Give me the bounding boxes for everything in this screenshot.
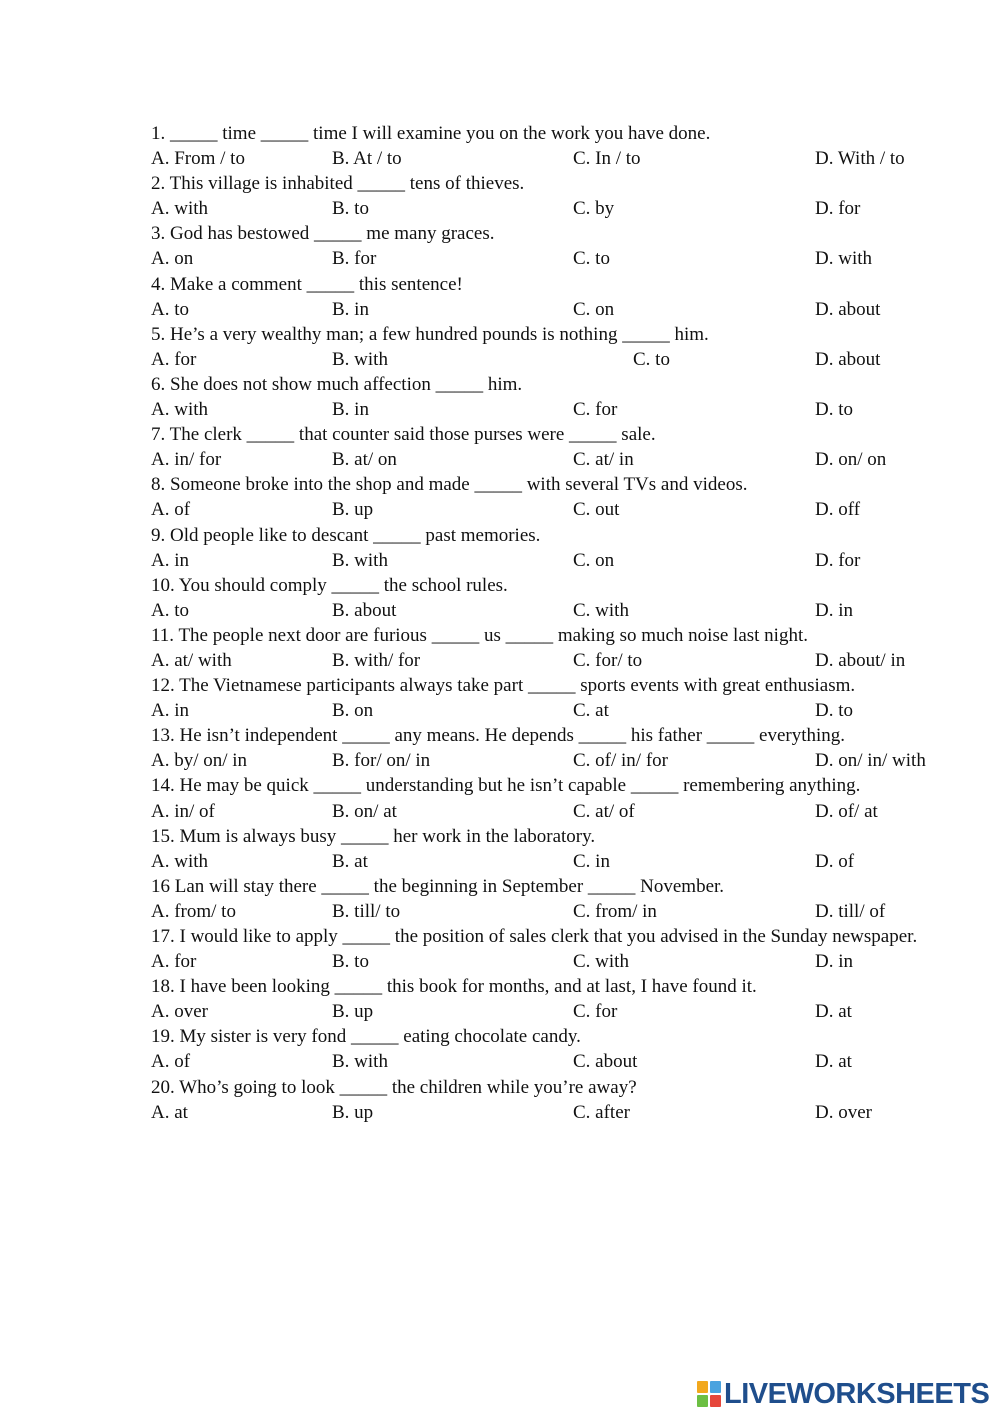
option-a[interactable]: A. of [151, 1051, 191, 1073]
question-9-options [151, 548, 981, 573]
question-15-options [151, 849, 981, 874]
question-16-options [151, 899, 981, 924]
option-b[interactable]: B. for [332, 248, 377, 270]
option-d[interactable]: D. of [815, 850, 855, 872]
question-19-stem: 19. My sister is very fond _____ eating chocolate candy. [151, 1026, 581, 1048]
option-b[interactable]: B. for/ on/ in [332, 750, 431, 772]
question-17-options [151, 949, 981, 974]
option-b[interactable]: B. with/ for [332, 649, 421, 671]
option-c[interactable]: C. out [573, 499, 620, 521]
option-b[interactable]: B. on/ at [332, 800, 397, 822]
option-c[interactable]: C. at/ of [573, 800, 635, 822]
option-d[interactable]: D. about/ in [815, 649, 906, 671]
option-d[interactable]: D. in [815, 951, 853, 973]
question-4-options [151, 297, 981, 322]
question-16-stem: 16 Lan will stay there _____ the beginning in September _____ November. [151, 875, 725, 897]
question-2-options [151, 196, 981, 221]
question-19-options [151, 1049, 981, 1074]
question-14-stem: 14. He may be quick _____ understanding but he isn’t capable _____ remembering anything. [151, 775, 861, 797]
question-10-options [151, 598, 981, 623]
option-c[interactable]: C. for [573, 399, 618, 421]
question-15-stem: 15. Mum is always busy _____ her work in the laboratory. [151, 825, 596, 847]
question-10-stem: 10. You should comply _____ the school rules. [151, 574, 508, 596]
question-8-stem: 8. Someone broke into the shop and made _____ with several TVs and videos. [151, 474, 748, 496]
option-b[interactable]: B. about [332, 599, 397, 621]
option-a[interactable]: A. in/ for [151, 449, 222, 471]
option-a[interactable]: A. with [151, 198, 208, 220]
option-c[interactable]: C. after [573, 1101, 630, 1123]
question-5-options [151, 347, 981, 372]
question-13-stem: 13. He isn’t independent _____ any means. He depends _____ his father _____ everything. [151, 725, 846, 747]
question-2-stem: 2. This village is inhabited _____ tens of thieves. [151, 173, 525, 195]
option-d[interactable]: D. With / to [815, 148, 905, 170]
option-c[interactable]: C. for/ to [573, 649, 643, 671]
question-7-stem: 7. The clerk _____ that counter said those purses were _____ sale. [151, 424, 656, 446]
option-c[interactable]: C. in [573, 850, 610, 872]
option-d[interactable]: D. on/ on [815, 449, 887, 471]
question-17-stem: 17. I would like to apply _____ the position of sales clerk that you advised in the Sunday newspaper. [151, 926, 918, 947]
option-d[interactable]: D. for [815, 198, 861, 220]
option-b[interactable]: B. At / to [332, 148, 402, 170]
question-18-options [151, 999, 981, 1024]
option-b[interactable]: B. up [332, 499, 374, 521]
option-d[interactable]: D. about [815, 298, 881, 320]
option-a[interactable]: A. over [151, 1001, 208, 1023]
question-20-stem: 20. Who’s going to look _____ the children while you’re away? [151, 1076, 637, 1098]
option-d[interactable]: D. with [815, 248, 872, 270]
brand-name: LIVEWORKSHEETS [724, 1377, 990, 1410]
option-b[interactable]: B. up [332, 1101, 374, 1123]
option-a[interactable]: A. From / to [151, 148, 245, 170]
option-c[interactable]: C. for [573, 1001, 618, 1023]
question-5-stem: 5. He’s a very wealthy man; a few hundred pounds is nothing _____ him. [151, 323, 709, 345]
option-c[interactable]: C. by [573, 198, 615, 220]
option-a[interactable]: A. with [151, 399, 208, 421]
option-b[interactable]: B. to [332, 198, 369, 220]
question-3-stem: 3. God has bestowed _____ me many graces. [151, 223, 495, 245]
question-8-options [151, 497, 981, 522]
question-1-stem: 1. _____ time _____ time I will examine you on the work you have done. [151, 123, 711, 144]
option-d[interactable]: D. at [815, 1051, 852, 1073]
option-c[interactable]: C. to [633, 348, 670, 370]
question-9-stem: 9. Old people like to descant _____ past memories. [151, 524, 541, 546]
option-b[interactable]: B. in [332, 399, 369, 421]
question-6-stem: 6. She does not show much affection _____ him. [151, 373, 523, 395]
option-d[interactable]: D. on/ in/ with [815, 750, 926, 772]
option-c[interactable]: C. from/ in [573, 900, 657, 922]
option-a[interactable]: A. from/ to [151, 900, 236, 922]
option-b[interactable]: B. in [332, 298, 369, 320]
option-a[interactable]: A. in [151, 549, 189, 571]
question-11-options [151, 648, 981, 673]
option-b[interactable]: B. on [332, 700, 374, 722]
option-b[interactable]: B. with [332, 348, 388, 370]
liveworksheets-logo-icon [697, 1381, 721, 1407]
option-b[interactable]: B. with [332, 1051, 388, 1073]
option-d[interactable]: D. of/ at [815, 800, 878, 822]
option-d[interactable]: D. for [815, 549, 861, 571]
option-c[interactable]: C. at/ in [573, 449, 634, 471]
option-a[interactable]: A. on [151, 248, 194, 270]
option-c[interactable]: C. on [573, 298, 615, 320]
worksheet [151, 121, 981, 1125]
question-3-options [151, 246, 981, 271]
option-d[interactable]: D. about [815, 348, 881, 370]
option-a[interactable]: A. in [151, 700, 189, 722]
option-a[interactable]: A. in/ of [151, 800, 215, 822]
option-a[interactable]: A. for [151, 951, 197, 973]
option-d[interactable]: D. to [815, 700, 853, 722]
option-c[interactable]: C. In / to [573, 148, 641, 170]
option-c[interactable]: C. with [573, 951, 629, 973]
option-b[interactable]: B. up [332, 1001, 374, 1023]
option-d[interactable]: D. to [815, 399, 853, 421]
option-c[interactable]: C. with [573, 599, 629, 621]
option-b[interactable]: B. with [332, 549, 388, 571]
option-b[interactable]: B. at/ on [332, 449, 397, 471]
option-c[interactable]: C. to [573, 248, 610, 270]
option-a[interactable]: A. to [151, 298, 189, 320]
option-b[interactable]: B. to [332, 951, 369, 973]
option-d[interactable]: D. at [815, 1001, 852, 1023]
question-1-options [151, 146, 981, 171]
question-4-stem: 4. Make a comment _____ this sentence! [151, 273, 463, 295]
option-a[interactable]: A. at/ with [151, 649, 232, 671]
question-14-options [151, 799, 981, 824]
question-20-options [151, 1100, 981, 1125]
option-c[interactable]: C. on [573, 549, 615, 571]
option-d[interactable]: D. in [815, 599, 853, 621]
option-c[interactable]: C. at [573, 700, 609, 722]
option-a[interactable]: A. of [151, 499, 191, 521]
question-12-options [151, 698, 981, 723]
question-12-stem: 12. The Vietnamese participants always take part _____ sports events with great enthusiasm. [151, 675, 856, 697]
option-c[interactable]: C. of/ in/ for [573, 750, 668, 772]
liveworksheets-logo [697, 1377, 989, 1411]
option-d[interactable]: D. till/ of [815, 900, 886, 922]
option-d[interactable]: D. off [815, 499, 861, 521]
option-a[interactable]: A. at [151, 1101, 188, 1123]
question-6-options [151, 397, 981, 422]
option-a[interactable]: A. to [151, 599, 189, 621]
option-b[interactable]: B. till/ to [332, 900, 401, 922]
question-18-stem: 18. I have been looking _____ this book for months, and at last, I have found it. [151, 976, 757, 998]
option-a[interactable]: A. with [151, 850, 208, 872]
option-a[interactable]: A. for [151, 348, 197, 370]
option-c[interactable]: C. about [573, 1051, 638, 1073]
option-b[interactable]: B. at [332, 850, 368, 872]
question-13-options [151, 748, 981, 773]
option-d[interactable]: D. over [815, 1101, 872, 1123]
question-7-options [151, 447, 981, 472]
option-a[interactable]: A. by/ on/ in [151, 750, 248, 772]
question-11-stem: 11. The people next door are furious _____ us _____ making so much noise last night. [151, 624, 808, 646]
